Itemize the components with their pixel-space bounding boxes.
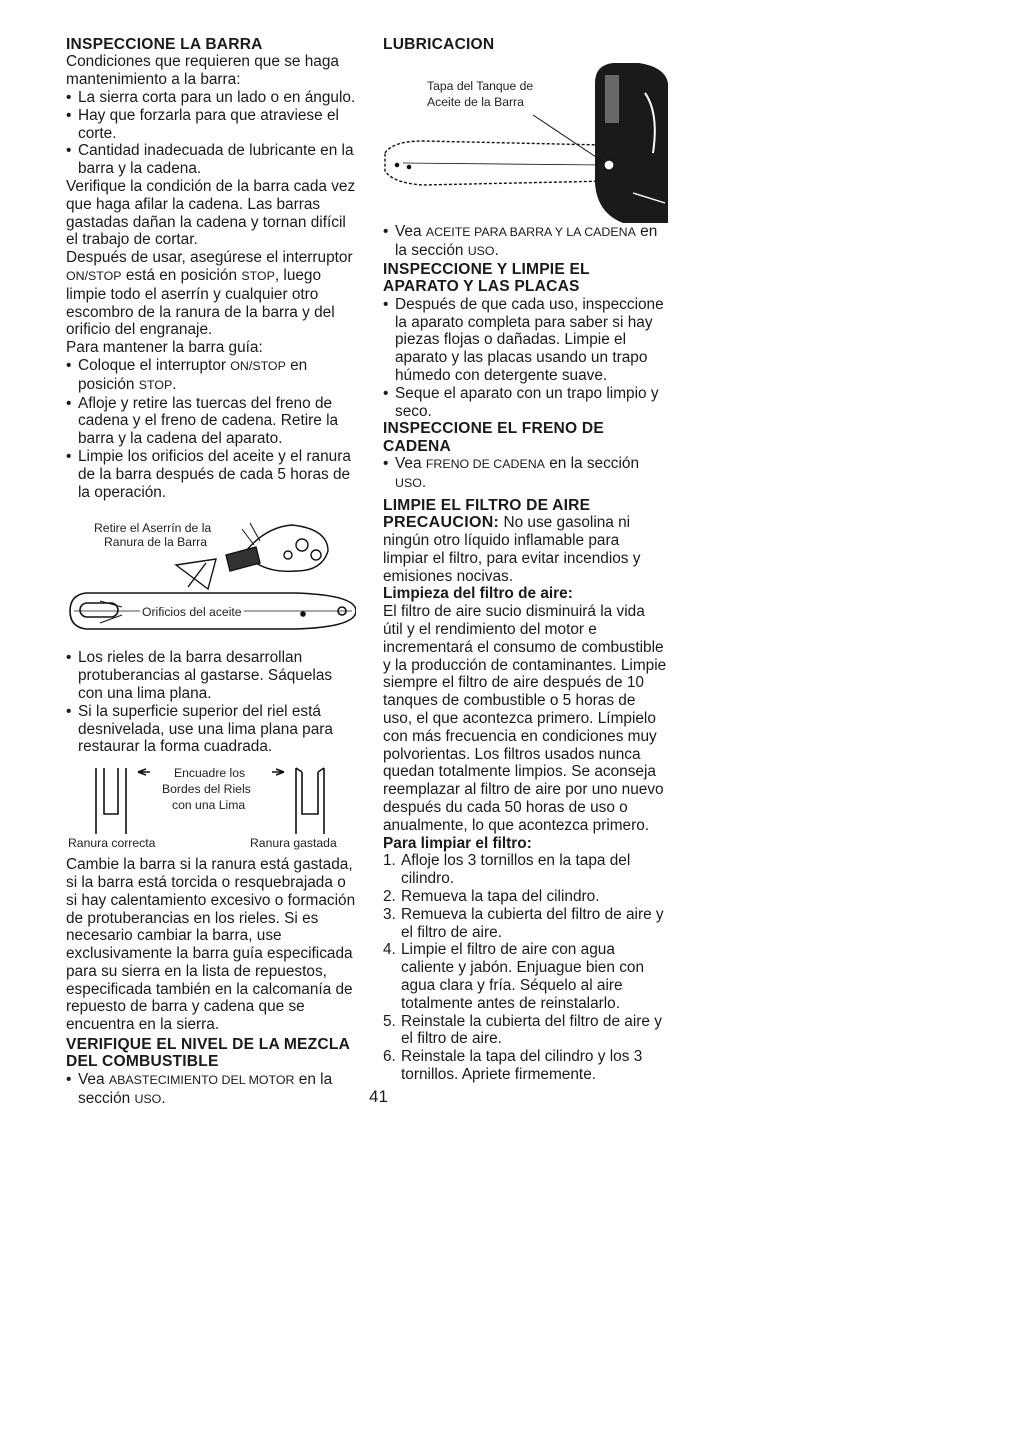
filter-steps-list — [383, 852, 668, 1083]
lubricacion-list — [383, 223, 668, 261]
bar-cleaning-figure — [66, 515, 356, 643]
groove-figure — [66, 764, 356, 852]
list-item: 5. Reinstale la cubierta del filtro de aire y el filtro de aire. — [383, 1012, 662, 1048]
page-number: 41 — [369, 1087, 388, 1106]
list-item: • Cantidad inadecuada de lubricante en la barra y la cadena. — [66, 142, 356, 178]
list-item: 4. Limpie el filtro de aire con agua caliente y jabón. Enjuague bien con agua clara y fría. Séquelo al aire totalmente antes de reinstalarlo. — [383, 941, 645, 1012]
heading-lubricacion: LUBRICACION — [383, 36, 495, 53]
list-item: • Después de que cada uso, inspeccione la aparato completa para saber si hay piezas flojas o dañadas. Limpie el aparato y las placas usando un trapo húmedo con detergente suave. — [383, 296, 668, 385]
caption-encuadre-1: Encuadre los — [174, 766, 246, 781]
right-column — [383, 36, 668, 1084]
paragraph-despues: Después de usar, asegúrese el interruptor ON/STOP está en posición STOP, luego limpie todo el aserrín y cualquier otro escombro de la ranura de la barra y del orificio del engranaje. — [66, 249, 353, 339]
hand-with-brush-icon — [226, 523, 328, 571]
list-item: • Vea ABASTECIMIENTO DEL MOTOR en la sección USO. — [66, 1071, 356, 1109]
nivel-list — [66, 1071, 356, 1109]
list-item: • Hay que forzarla para que atraviese el corte. — [66, 107, 356, 143]
list-item: • Coloque el interruptor ON/STOP en posición STOP. — [66, 357, 356, 395]
list-item: • Vea ACEITE PARA BARRA Y LA CADENA en la sección USO. — [383, 223, 668, 261]
list-item: 6. Reinstale la tapa del cilindro y los 3 tornillos. Apriete firmemente. — [383, 1048, 643, 1083]
list-item: • Los rieles de la barra desarrollan protuberancias al gastarse. Sáquelas con una lima plana. — [66, 649, 356, 702]
worn-groove-shape — [296, 768, 324, 834]
caption-encuadre-2: Bordes del Riels — [162, 782, 251, 797]
list-item: • Afloje y retire las tuercas del freno de cadena y el freno de cadena. Retire la barra y la cadena del aparato. — [66, 395, 356, 448]
caption-tapa-1: Tapa del Tanque de — [427, 79, 534, 94]
list-item: 2. Remueva la tapa del cilindro. — [383, 887, 600, 905]
paragraph-verifique: Verifique la condición de la barra cada vez que haga afilar la cadena. Las barras gastadas dañan la cadena y tornan difícil el trabajo de cortar. — [66, 177, 356, 249]
list-item: 3. Remueva la cubierta del filtro de aire y el filtro de aire. — [383, 905, 664, 941]
paragraph-precaucion: PRECAUCION: No use gasolina ni ningún otro líquido inflamable para limpiar el filtro, para evitar incendios y emisiones nocivas. — [383, 514, 641, 585]
list-item: • Seque el aparato con un trapo limpio y seco. — [383, 385, 668, 421]
paragraph-condiciones: Condiciones que requieren que se haga mantenimiento a la barra: — [66, 53, 339, 89]
precaucion-label: PRECAUCION: — [383, 514, 500, 532]
arrow-left-icon — [138, 769, 150, 775]
paragraph-filtro: El filtro de aire sucio disminuirá la vida útil y el rendimiento del motor e incrementará el consumo de combustible y la producción de contaminantes. Limpie siempre el filtro de aire después de 10 tanques de combustible o 5 horas de uso, el que acontezca primero. Límpielo con más frecuencia en condiciones muy polvorientas. Los filtros usados nunca quedan totalmente limpios. Se aconseja reemplazar al filtro de aire por uno nuevo después du cada 50 horas de uso o anualmente, lo que acontezca primero. — [383, 603, 667, 834]
subheading-limpieza: Limpieza del filtro de aire: — [383, 585, 573, 603]
list-item: • La sierra corta para un lado o en ángulo. — [66, 89, 356, 107]
caption-ranura-correcta: Ranura correcta — [68, 836, 156, 851]
caption-encuadre-3: con una Lima — [172, 798, 246, 813]
heading-inspeccione-freno: INSPECCIONE EL FRENO DE CADENA — [383, 420, 604, 455]
caption-orificios: Orificios del aceite — [142, 605, 242, 620]
aparato-list — [383, 296, 668, 421]
list-item: • Vea FRENO DE CADENA en la sección USO. — [383, 455, 668, 493]
heading-inspeccione-barra: INSPECCIONE LA BARRA — [66, 36, 263, 53]
list-item: • Si la superficie superior del riel está desnivelada, use una lima plana para restaurar la forma cuadrada. — [66, 703, 356, 756]
condiciones-list — [66, 89, 356, 178]
paragraph-mantener: Para mantener la barra guía: — [66, 339, 263, 357]
freno-list — [383, 455, 668, 493]
heading-limpie-filtro: LIMPIE EL FILTRO DE AIRE — [383, 496, 591, 514]
mantener-list — [66, 357, 356, 501]
list-item: 1. Afloje los 3 tornillos en la tapa del cilindro. — [383, 852, 631, 888]
heading-inspeccione-aparato: INSPECCIONE Y LIMPIE EL APARATO Y LAS PLACAS — [383, 261, 590, 296]
rieles-list — [66, 649, 356, 756]
left-column — [66, 36, 356, 1108]
caption-retire-1: Retire el Aserrín de la — [94, 521, 212, 536]
correct-groove-shape — [96, 768, 126, 834]
caption-ranura-gastada: Ranura gastada — [250, 836, 337, 851]
paragraph-cambie: Cambie la barra si la ranura está gastada, si la barra está torcida o resquebrajada o si hay calentamiento excesivo o formación de protuberancias en los rieles. Si es necesario cambiar la barra, use exclusivamente la barra guía especificada para su sierra en la lista de repuestos, especificada también en la calcomanía de repuesto de barra y cadena que se encuentra en la sierra. — [66, 856, 356, 1034]
caption-tapa-2: Aceite de la Barra — [427, 95, 524, 110]
lubrication-figure — [383, 53, 668, 223]
arrow-right-icon — [272, 769, 284, 775]
chainsaw-body — [595, 63, 668, 223]
leader-line — [533, 115, 605, 163]
caption-retire-2: Ranura de la Barra — [104, 535, 207, 550]
subheading-para-limpiar: Para limpiar el filtro: — [383, 834, 532, 852]
heading-verifique-nivel: VERIFIQUE EL NIVEL DE LA MEZCLA DEL COMBUSTIBLE — [66, 1036, 350, 1071]
list-item: • Limpie los orificios del aceite y el ranura de la barra después de cada 5 horas de la operación. — [66, 448, 356, 501]
